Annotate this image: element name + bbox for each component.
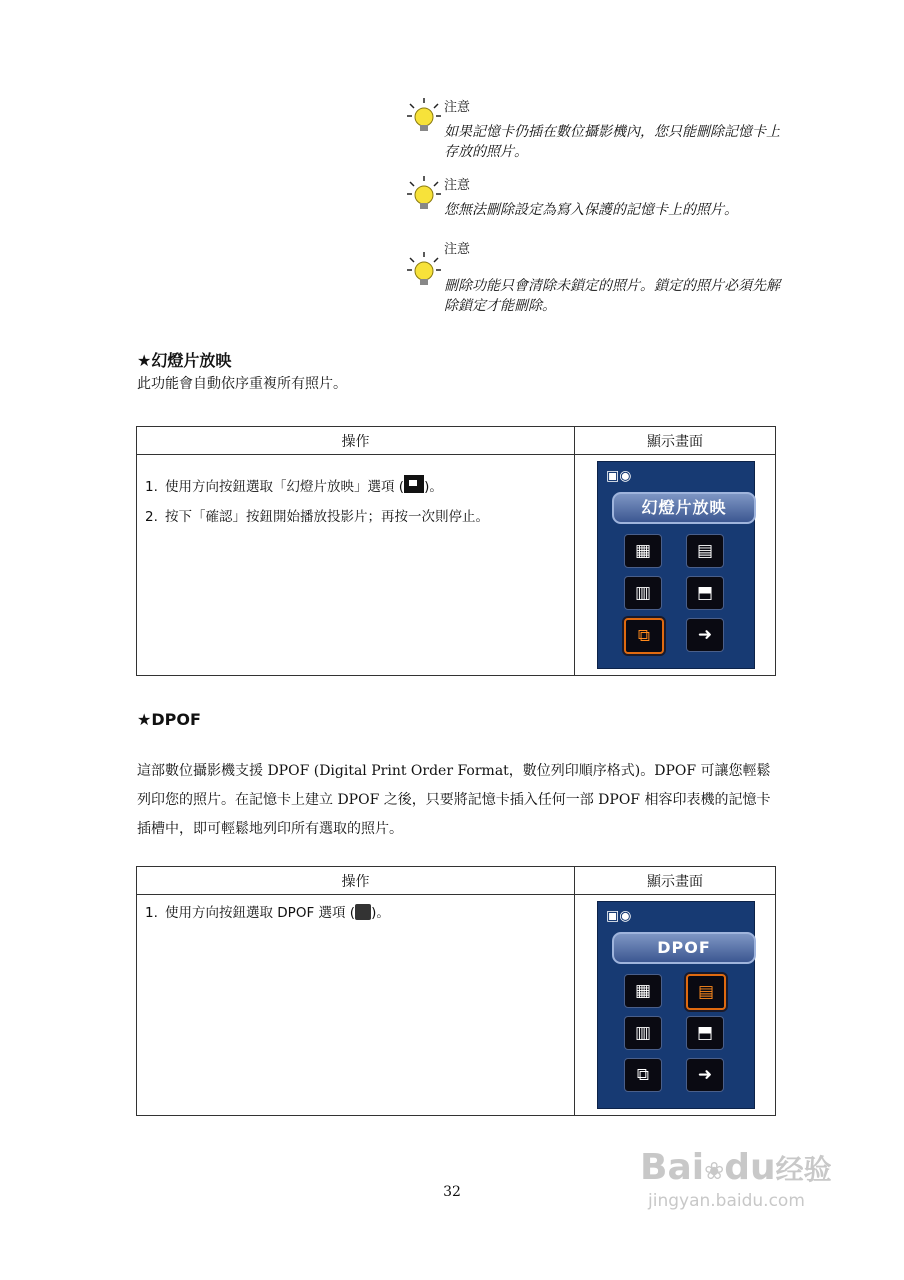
steps-cell: [137, 455, 575, 676]
section-desc-slideshow: 此功能會自動依序重複所有照片。: [137, 376, 347, 392]
exit-icon: ➜: [686, 618, 724, 652]
trash-icon: ▥: [624, 1016, 662, 1050]
col-header-screen: 顯示畫面: [575, 867, 776, 895]
note-text: 刪除功能只會清除未鎖定的照片。鎖定的照片必須先解除鎖定才能刪除。: [444, 278, 780, 314]
note-2: [404, 174, 784, 218]
section-heading-slideshow: ★幻燈片放映: [137, 351, 232, 370]
note-3: [404, 238, 784, 318]
note-1: [404, 96, 784, 160]
note-title: 注意: [444, 100, 471, 115]
step-1: 1. 使用方向按鈕選取 DPOF 選項 ( )。: [145, 905, 390, 921]
dpof-icon: [355, 904, 371, 920]
lock-icon: ⬒: [686, 1016, 724, 1050]
thumbnail-icon: ▦: [624, 974, 662, 1008]
dpof-print-icon: ▤: [686, 974, 726, 1010]
exit-icon: ➜: [686, 1058, 724, 1092]
section-desc-dpof: 這部數位攝影機支援 DPOF (Digital Print Order Format，數位列印順序格式)。DPOF 可讓您輕鬆列印您的照片。在記憶卡上建立 DPOF 之後，只要將記憶卡插入任何一部 DPOF 相容印表機的記憶卡插槽中，即可輕鬆地列印所有選取的照片。: [137, 763, 771, 837]
watermark-brand2: du: [724, 1147, 776, 1188]
lightbulb-icon: [404, 96, 444, 136]
watermark-url: jingyan.baidu.com: [648, 1191, 805, 1211]
camera-menu-screen: [597, 461, 755, 669]
dpof-print-icon: ▤: [686, 534, 724, 568]
lock-icon: ⬒: [686, 576, 724, 610]
slideshow-icon: [404, 475, 424, 493]
col-header-operation: 操作: [137, 427, 575, 455]
menu-title: DPOF: [612, 932, 756, 964]
menu-title: 幻燈片放映: [612, 492, 756, 524]
watermark: [640, 1148, 832, 1211]
lightbulb-icon: [404, 174, 444, 214]
note-title: 注意: [444, 242, 471, 257]
watermark-brand: Bai: [640, 1147, 705, 1188]
camera-menu-screen: [597, 901, 755, 1109]
camera-icon: ▣◉: [606, 468, 632, 484]
note-text: 您無法刪除設定為寫入保護的記憶卡上的照片。: [444, 202, 738, 218]
lightbulb-icon: [404, 250, 444, 290]
step-2: 2. 按下「確認」按鈕開始播放投影片；再按一次則停止。: [145, 509, 489, 525]
page-number: 32: [443, 1184, 461, 1200]
dpof-table: [136, 866, 776, 1116]
screen-cell: [575, 895, 776, 1116]
col-header-screen: 顯示畫面: [575, 427, 776, 455]
col-header-operation: 操作: [137, 867, 575, 895]
paw-icon: ❀: [704, 1157, 725, 1185]
camera-icon: ▣◉: [606, 908, 632, 924]
slideshow-icon: ⧉: [624, 618, 664, 654]
thumbnail-icon: ▦: [624, 534, 662, 568]
step-1: 1. 使用方向按鈕選取「幻燈片放映」選項 ( )。: [145, 475, 443, 497]
section-heading-dpof: ★DPOF: [137, 710, 201, 729]
watermark-cn: 经验: [775, 1153, 832, 1186]
trash-icon: ▥: [624, 576, 662, 610]
screen-cell: [575, 455, 776, 676]
note-title: 注意: [444, 178, 471, 193]
note-text: 如果記憶卡仍插在數位攝影機內，您只能刪除記憶卡上存放的照片。: [444, 124, 780, 160]
slideshow-icon: ⧉: [624, 1058, 662, 1092]
steps-cell: [137, 895, 575, 1116]
slideshow-table: [136, 426, 776, 676]
